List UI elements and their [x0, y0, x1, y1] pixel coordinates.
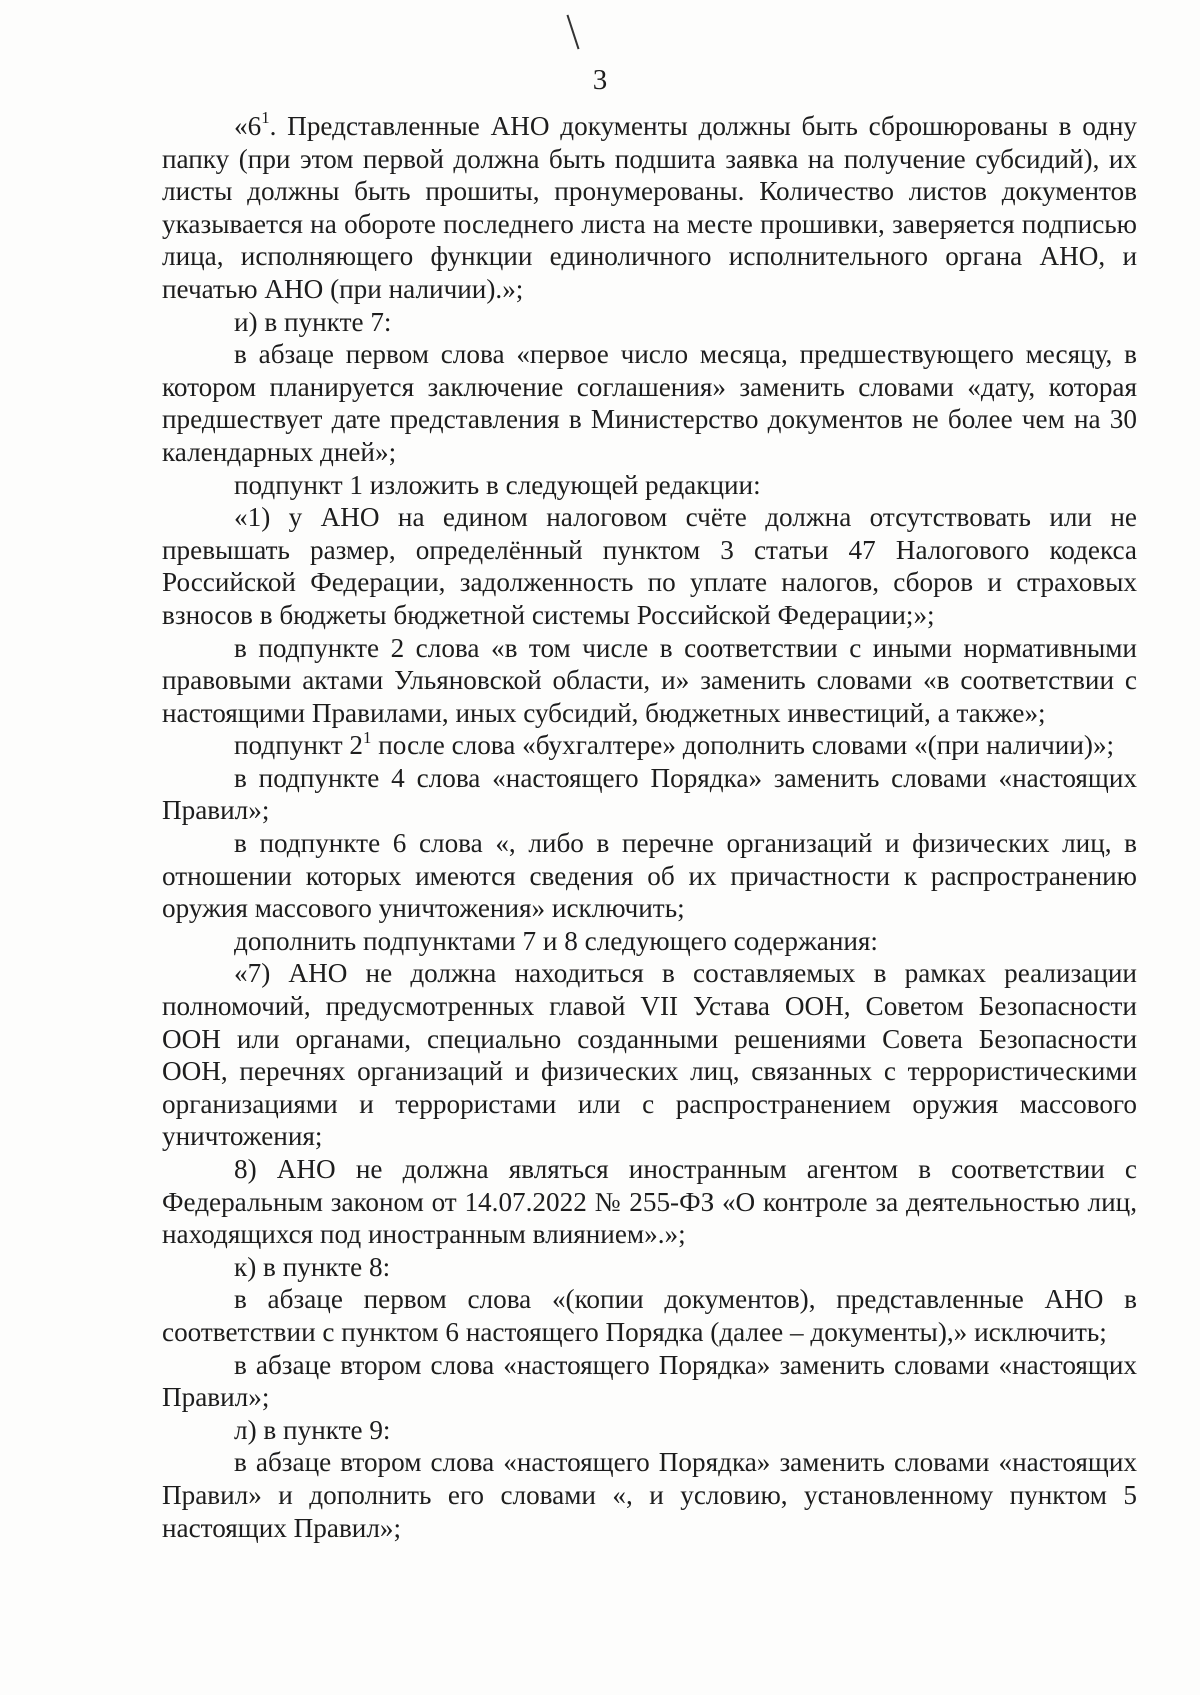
paragraph: в подпункте 4 слова «настоящего Порядка» заменить словами «настоящих Правил»;: [162, 762, 1137, 826]
paragraph: в абзаце первом слова «первое число месяца, предшествующего месяцу, в котором планируется заключение соглашения» заменить словами «дату, которая предшествует дате представления в Министерство документов не более чем на 30 календарных дней»;: [162, 339, 1137, 467]
paragraph-6-1: «$6^1$. Представленные АНО документы должны быть сброшюрованы в одну папку (при этом первой должна быть подшита заявка на получение субсидий), их листы должны быть прошиты, пронумерованы. Количество листов документов указывается на обороте последнего листа на месте прошивки, заверяется подписью лица, исполняющего функции единоличного исполнительного органа АНО, и печатью АНО (при наличии).»;: [162, 108, 1137, 304]
paragraph: и) в пункте 7:: [234, 306, 392, 337]
paragraph: в абзаце первом слова «(копии документов), представленные АНО в соответствии с пунктом 6 настоящего Порядка (далее – документы),» исключить;: [162, 1284, 1137, 1347]
page-number: 3: [592, 64, 608, 96]
paragraph: дополнить подпунктами 7 и 8 следующего содержания:: [234, 925, 878, 956]
paragraph: в абзаце втором слова «настоящего Порядка» заменить словами «настоящих Правил» и дополнить его словами «, и условию, установленному пунктом 5 настоящих Правил»;: [162, 1447, 1137, 1543]
document-body: [162, 110, 1137, 1544]
paragraph: в абзаце втором слова «настоящего Порядка» заменить словами «настоящих Правил»;: [162, 1349, 1137, 1413]
paragraph: к) в пункте 8:: [234, 1251, 391, 1282]
paragraph: «7) АНО не должна находиться в составляемых в рамках реализации полномочий, предусмотренных главой VII Устава ООН, Советом Безопасности ООН или органами, специально созданными решениями Совета Безопасности ООН, перечнях организаций и физических лиц, связанных с террористическими организациями и террористами или с распространением оружия массового уничтожения;: [162, 958, 1137, 1152]
paragraph-subpoint-2-1: подпункт $2^1$ после слова «бухгалтере» дополнить словами «(при наличии)»;: [234, 727, 1115, 761]
pen-stroke-mark: [566, 15, 579, 50]
paragraph: л) в пункте 9:: [234, 1414, 391, 1445]
paragraph: подпункт 1 изложить в следующей редакции:: [234, 469, 761, 500]
paragraph: 8) АНО не должна являться иностранным агентом в соответствии с Федеральным законом от 14.07.2022 № 255-ФЗ «О контроле за деятельностью лиц, находящихся под иностранным влиянием».»;: [162, 1154, 1137, 1250]
superscript-1: 1: [363, 727, 372, 747]
paragraph: «1) у АНО на едином налоговом счёте должна отсутствовать или не превышать размер, определённый пунктом 3 статьи 47 Налогового кодекса Российской Федерации, задолженность по уплате налогов, сборов и страховых взносов в бюджеты бюджетной системы Российской Федерации;»;: [162, 502, 1137, 630]
paragraph: в подпункте 2 слова «в том числе в соответствии с иными нормативными правовыми актами Ульяновской области, и» заменить словами «в соответствии с настоящими Правилами, иных субсидий, бюджетных инвестиций, а также»;: [162, 632, 1137, 728]
paragraph: в подпункте 6 слова «, либо в перечне организаций и физических лиц, в отношении которых имеются сведения об их причастности к распространению оружия массового уничтожения» исключить;: [162, 828, 1137, 924]
superscript-1: 1: [261, 108, 270, 128]
